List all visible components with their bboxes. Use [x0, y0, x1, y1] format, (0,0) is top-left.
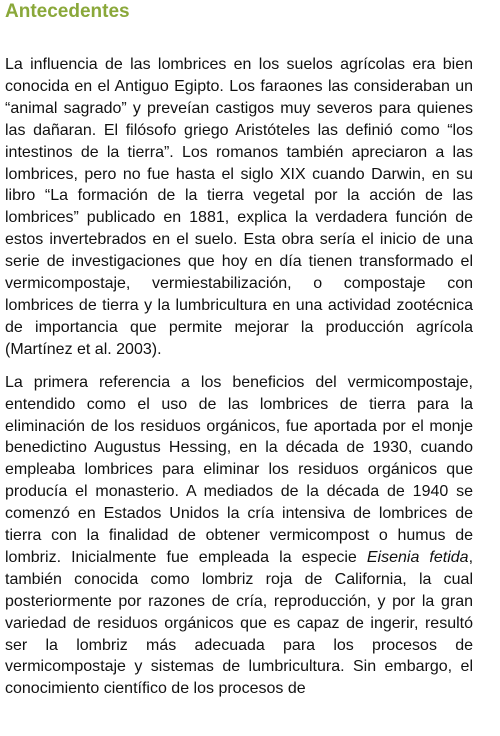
paragraph-history: La influencia de las lombrices en los suelos agrícolas era bien conocida en el Antiguo Egipto. Los faraones las consideraban un “animal sagrado” y preveían castigos muy severos para quienes las dañaran. El filósofo griego Aristóteles las definió como “los intestinos de la tierra”. Los romanos también apreciaron a las lombrices, pero no fue hasta el siglo XIX cuando Darwin, en su libro “La formación de la tierra vegetal por la acción de las lombrices” publicado en 1881, explica la verdadera función de estos invertebrados en el suelo. Esta obra sería el inicio de una serie de investigaciones que hoy en día tienen transformado el vermicompostaje, vermiestabilización, o compostaje con lombrices de tierra y la lumbricultura en una actividad zootécnica de importancia que permite mejorar la producción agrícola (Martínez et al. 2003).	[5, 56, 473, 358]
paragraph-text-end: , también conocida como lombriz roja de California, la cual posteriormente por razones de cría, reproducción, y por la gran variedad de residuos orgánicos que es capaz de ingerir, resultó ser la lombriz más adecuada para los procesos de vermicompostaje y sistemas de lumbricultura. Sin embargo, el conocimiento científico de los procesos de	[5, 548, 474, 698]
paragraph-vermicomposting	[5, 372, 473, 701]
species-name: Eisenia fetida	[366, 548, 469, 566]
document-page	[5, 0, 473, 700]
section-heading: Antecedentes	[5, 1, 130, 22]
paragraph-text-start: La primera referencia a los beneficios del vermicompostaje, entendido como el uso de las lombrices de tierra para la eliminación de los residuos orgánicos, fue aportada por el monje benedictino Augustus Hessing, en la década de 1930, cuando empleaba lombrices para eliminar los residuos orgánicos que producía el monasterio. A mediados de la década de 1940 se comenzó en Estados Unidos la cría intensiva de lombrices de tierra con la finalidad de obtener vermicompost o humus de lombriz. Inicialmente fue empleada la especie	[5, 373, 473, 566]
